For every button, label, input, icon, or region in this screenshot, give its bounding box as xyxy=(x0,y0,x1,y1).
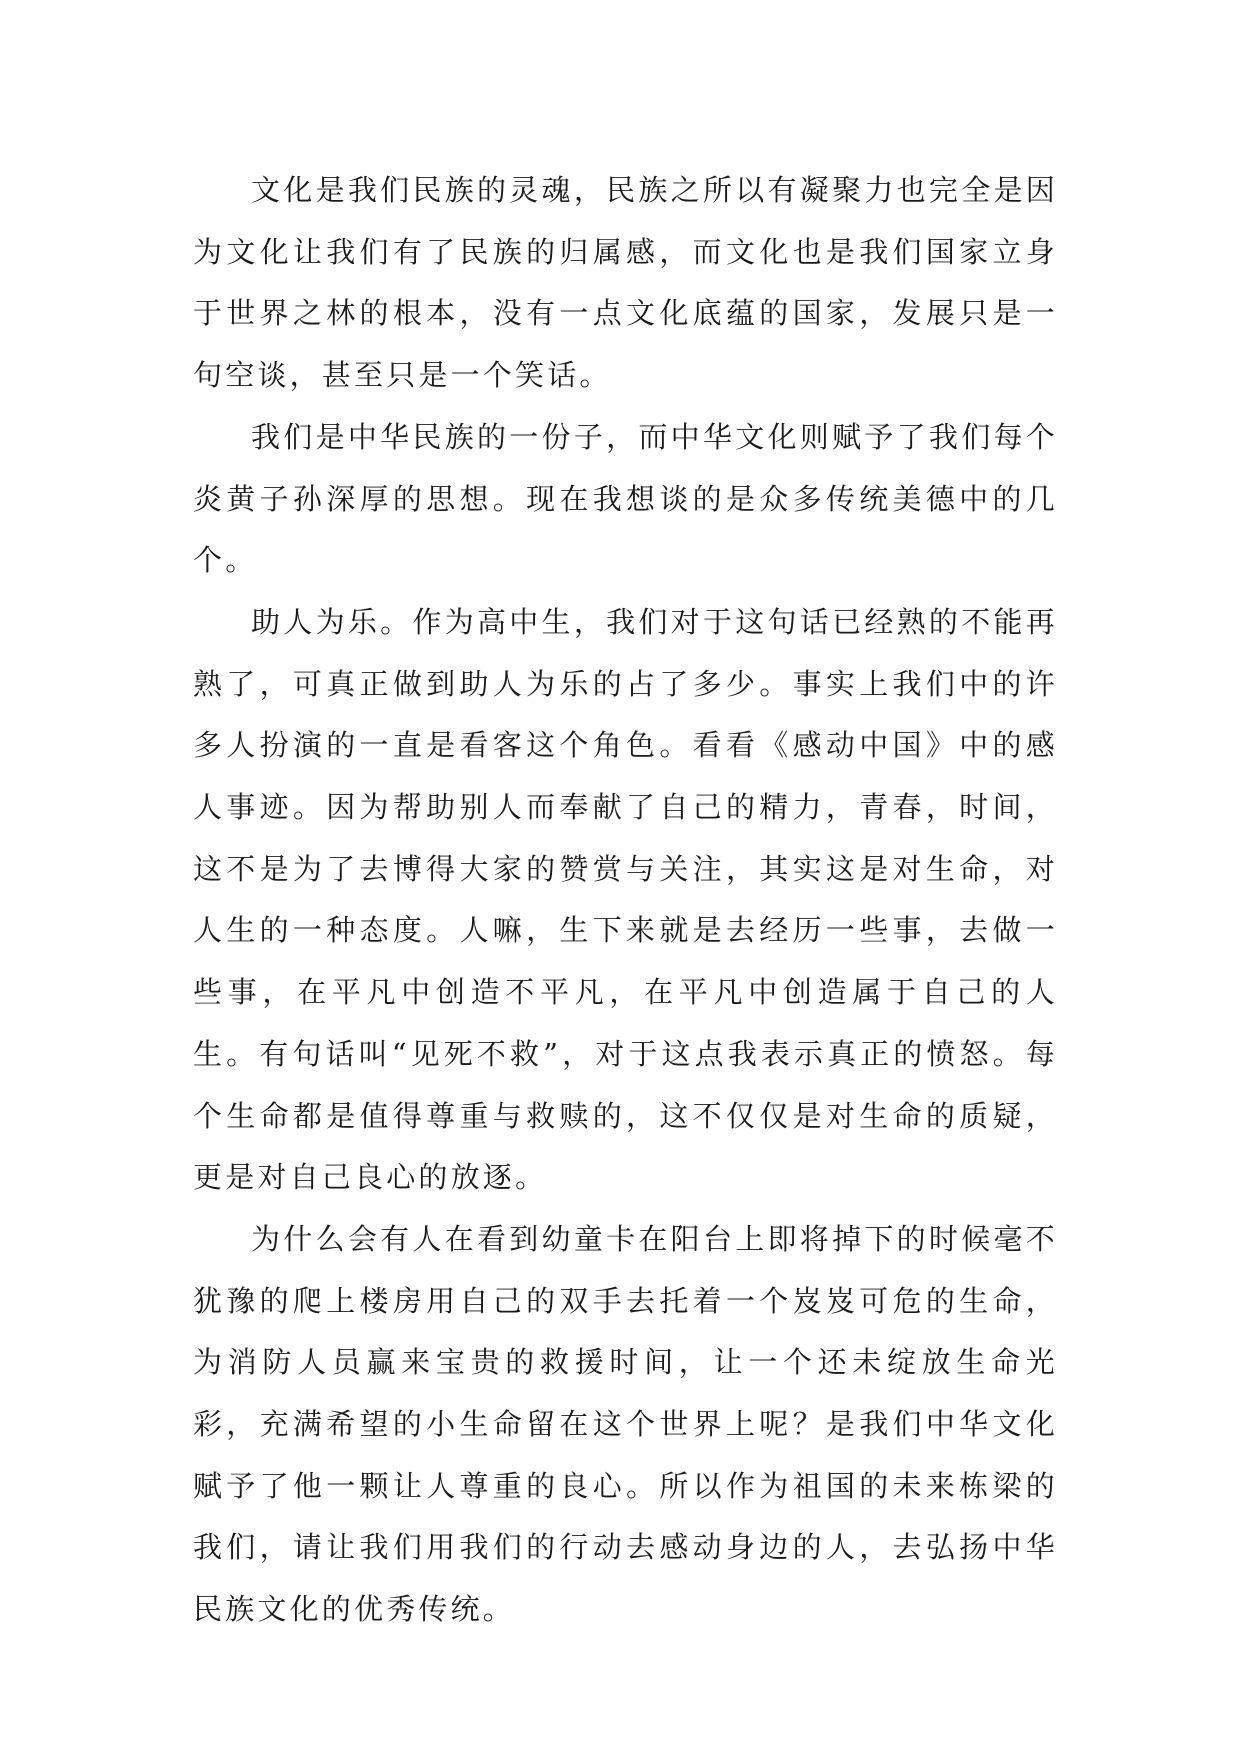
paragraph-2: 我们是中华民族的一份子，而中华文化则赋予了我们每个炎黄子孙深厚的思想。现在我想谈的是众多传统美德中的几个。 xyxy=(193,419,1058,578)
paragraph-4: 为什么会有人在看到幼童卡在阳台上即将掉下的时候毫不犹豫的爬上楼房用自己的双手去托着一个岌岌可危的生命，为消防人员赢来宝贵的救援时间，让一个还未绽放生命光彩，充满希望的小生命留在这个世界上呢？是我们中华文化赋予了他一颗让人尊重的良心。所以作为祖国的未来栋梁的我们，请让我们用我们的行动去感动身边的人，去弘扬中华民族文化的优秀传统。 xyxy=(193,1221,1058,1627)
paragraph-3: 助人为乐。作为高中生，我们对于这句话已经熟的不能再熟了，可真正做到助人为乐的占了多少。事实上我们中的许多人扮演的一直是看客这个角色。看看《感动中国》中的感人事迹。因为帮助别人而奉献了自己的精力，青春，时间，这不是为了去博得大家的赞赏与关注，其实这是对生命，对人生的一种态度。人嘛，生下来就是去经历一些事，去做一些事，在平凡中创造不平凡，在平凡中创造属于自己的人生。有句话叫“见死不救”，对于这点我表示真正的愤怒。每个生命都是值得尊重与救赎的，这不仅仅是对生命的质疑，更是对自己良心的放逐。 xyxy=(193,604,1058,1195)
document-body xyxy=(193,160,1058,1641)
paragraph-1: 文化是我们民族的灵魂，民族之所以有凝聚力也完全是因为文化让我们有了民族的归属感，而文化也是我们国家立身于世界之林的根本，没有一点文化底蕴的国家，发展只是一句空谈，甚至只是一个笑话。 xyxy=(193,173,1058,393)
